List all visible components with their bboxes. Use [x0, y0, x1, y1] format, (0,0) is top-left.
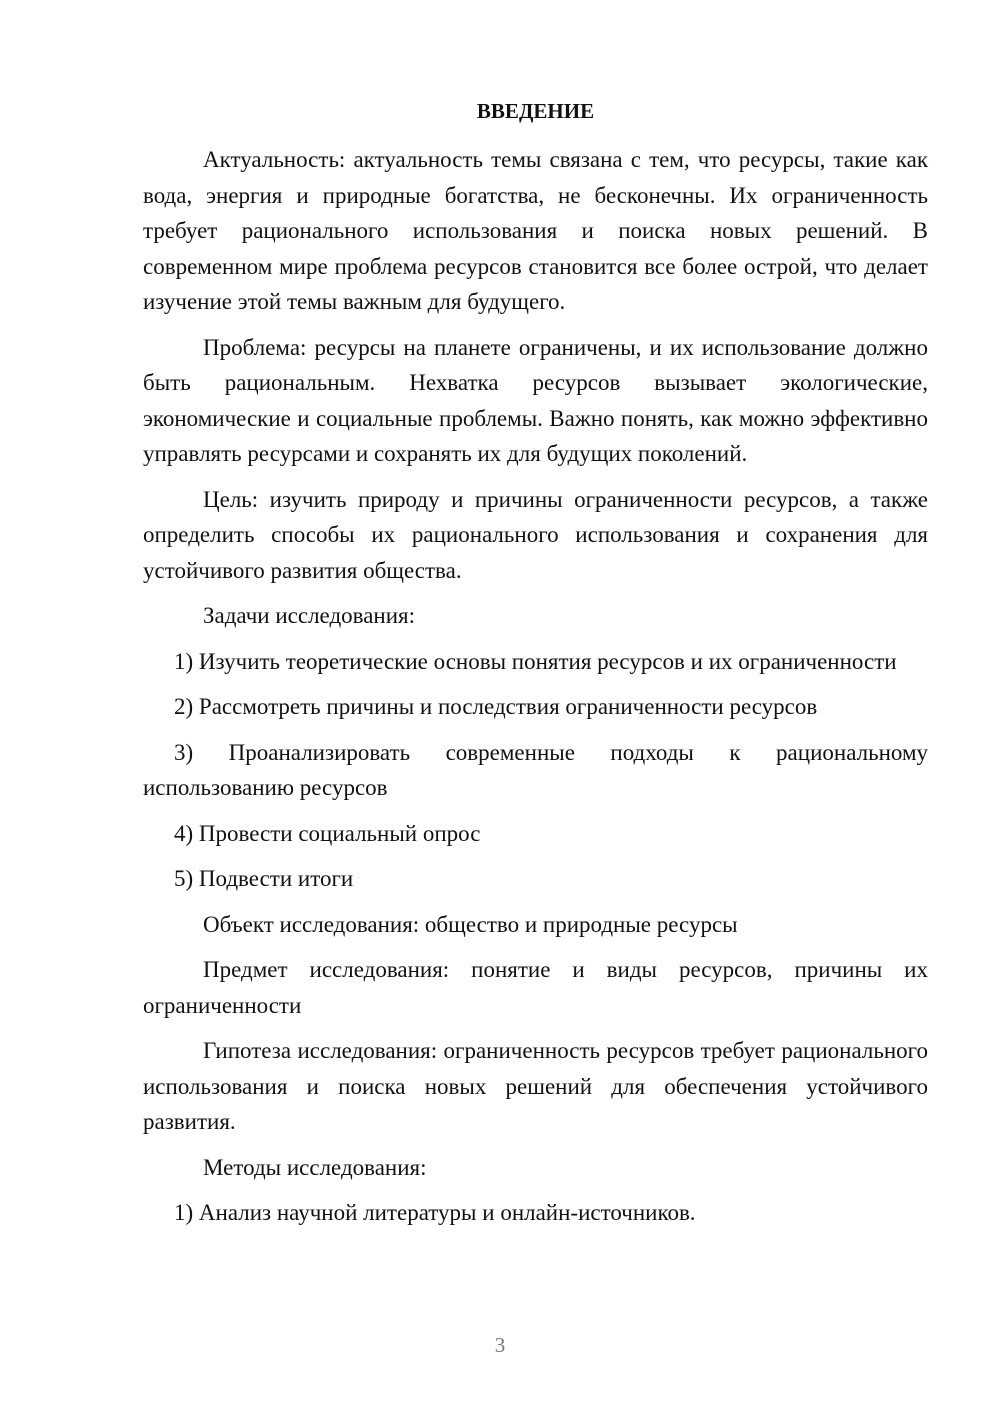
paragraph-object: Объект исследования: общество и природные ресурсы [203, 911, 738, 937]
page-number: 3 [494, 1333, 506, 1357]
paragraph-goal: Цель: изучить природу и причины ограниченности ресурсов, а также определить способы их рационального использования и сохранения для устойчивого развития общества. [143, 486, 928, 583]
methods-heading: Методы исследования: [203, 1154, 427, 1180]
paragraph-problem: Проблема: ресурсы на планете ограничены, и их использование должно быть рациональным. Нехватка ресурсов вызывает экологические, экономические и социальные проблемы. Важно понять, как можно эффективно управлять ресурсами и сохранять их для будущих поколений. [143, 334, 928, 466]
paragraph-subject: Предмет исследования: понятие и виды ресурсов, причины их ограниченности [143, 957, 928, 1018]
section-title: ВВЕДЕНИЕ [476, 99, 595, 123]
task-item-5: 5) Подвести итоги [174, 866, 354, 891]
paragraph-hypothesis: Гипотеза исследования: ограниченность ресурсов требует рационального использования и поиска новых решений для обеспечения устойчивого развития. [143, 1038, 928, 1134]
task-item-3: 3) Проанализировать современные подходы к рациональному использованию ресурсов [143, 739, 928, 800]
method-item-1: 1) Анализ научной литературы и онлайн-источников. [174, 1200, 696, 1225]
task-item-2: 2) Рассмотреть причины и последствия ограниченности ресурсов [174, 694, 818, 719]
tasks-heading: Задачи исследования: [203, 603, 416, 628]
task-item-1: 1) Изучить теоретические основы понятия ресурсов и их ограниченности [174, 648, 897, 674]
page-body [143, 94, 928, 1241]
paragraph-relevance: Актуальность: актуальность темы связана с тем, что ресурсы, такие как вода, энергия и природные богатства, не бесконечны. Их ограниченность требует рационального использования и поиска новых решений. В современном мире проблема ресурсов становится все более острой, что делает изучение этой темы важным для будущего. [143, 147, 928, 314]
task-item-4: 4) Провести социальный опрос [174, 820, 481, 846]
